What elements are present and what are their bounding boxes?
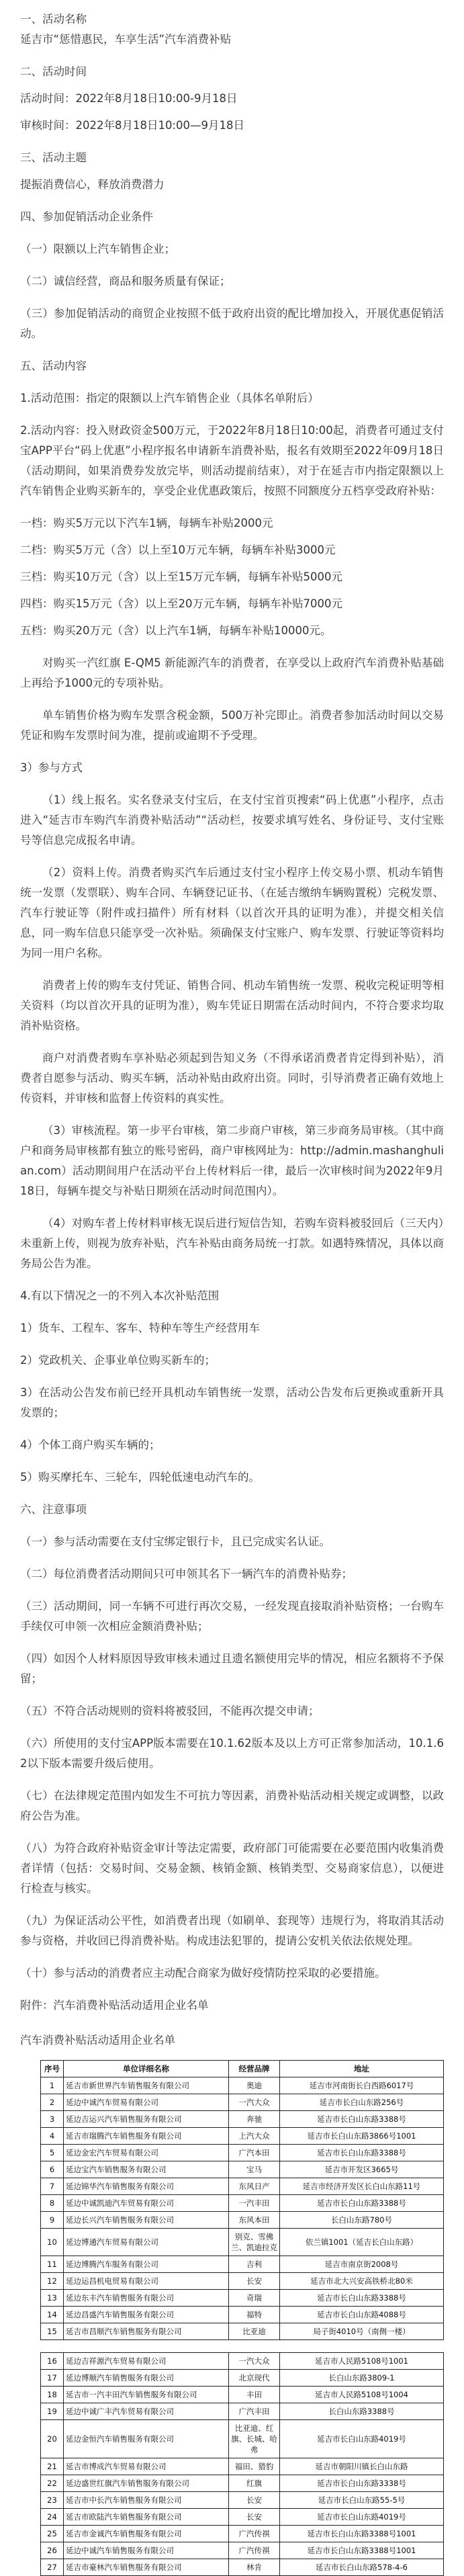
subsidy-tier: 一档：购买5万元以下汽车1辆，每辆车补贴2000元	[20, 517, 273, 529]
dealer-name: 延边吉祥源汽车贸易有限公司	[64, 2353, 229, 2370]
dealer-address: 依兰镇1001（延吉长白山东路）	[280, 2229, 444, 2256]
list-item: （十）参与活动的消费者应主动配合商家为做好疫情防控采取的必要措施。	[20, 1967, 386, 1979]
dealer-brand	[229, 2340, 280, 2353]
table-row	[41, 2475, 444, 2492]
dealer-brand: 奔驰	[229, 2111, 280, 2128]
dealer-address: 长白山东路3809-1	[280, 2370, 444, 2387]
dealer-brand: 奥迪	[229, 2077, 280, 2094]
dealer-brand: 丰田	[229, 2387, 280, 2403]
section-heading: 四、参加促销活动企业条件	[20, 210, 153, 223]
dealer-brand: 别克、雪佛兰、凯迪拉克	[229, 2229, 280, 2256]
list-item: （一）参与活动需要在支付宝绑定银行卡，且已完成实名认证。	[20, 1535, 330, 1548]
table-row	[41, 2094, 444, 2111]
section-heading: 六、注意事项	[20, 1503, 87, 1516]
row-number: 23	[41, 2492, 64, 2509]
dealer-name: 延边金宏汽车贸易有限公司	[64, 2145, 229, 2161]
table-row	[41, 2161, 444, 2178]
dealer-name: 延边中诚凯迪汽车贸易有限公司	[64, 2195, 229, 2212]
dealer-name: 延吉市一汽丰田汽车销售服务有限公司	[64, 2387, 229, 2403]
dealer-name: 延边中诚汽车贸易有限公司	[64, 2094, 229, 2111]
paragraph: （三）参加促销活动的商贸企业按照不低于政府出资的配比增加投入，开展优惠促销活动。	[20, 307, 444, 340]
row-number: 18	[41, 2387, 64, 2403]
row-number: 26	[41, 2542, 64, 2559]
dealer-address: 延吉市朝阳川镇长白山东路	[280, 2458, 444, 2475]
dealer-name: 延吉市新世界汽车销售服务有限公司	[64, 2077, 229, 2094]
table-row	[41, 2273, 444, 2290]
row-number	[41, 2340, 64, 2353]
dealer-brand: 吉利	[229, 2256, 280, 2273]
list-item: （九）为保证活动公平性，如消费者出现（如刷单、套现等）违规行为，将取消其活动参与资格，并收回已得消费补贴。构成违法犯罪的，提请公安机关依法依规处理。	[20, 1914, 444, 1947]
subsidy-tier: 五档：购买20万元（含）以上汽车1辆，每辆车补贴10000元。	[20, 624, 332, 637]
table-row	[41, 2145, 444, 2161]
dealer-address: 延吉市长白山东路3388号	[280, 2290, 444, 2307]
dealer-brand: 一汽大众	[229, 2094, 280, 2111]
list-item: 2）党政机关、企事业单位购买新车的；	[20, 1354, 216, 1367]
paragraph: 提振消费信心，释放消费潜力	[20, 178, 165, 191]
dealer-address: 延吉市开发区3665号	[280, 2161, 444, 2178]
row-number: 13	[41, 2290, 64, 2307]
table-row	[41, 2492, 444, 2509]
row-number: 25	[41, 2526, 64, 2542]
row-number: 16	[41, 2353, 64, 2370]
dealer-name: 延吉市昌顺汽车销售服务有限公司	[64, 2323, 229, 2340]
paragraph: 消费者上传的购车支付凭证、销售合同、机动车销售统一发票、税收完税证明等相关资料（均以首次开具的证明为准），购车凭证日期需在活动时间内，不符合要求均取消补贴资格。	[20, 979, 444, 1032]
dealer-brand: 林肯	[229, 2559, 280, 2576]
dealer-brand: 广汽传祺	[229, 2542, 280, 2559]
table-row	[41, 2128, 444, 2145]
row-number: 27	[41, 2559, 64, 2576]
paragraph: （一）限额以上汽车销售企业；	[20, 243, 175, 255]
dealer-brand: 福特	[229, 2307, 280, 2323]
dealer-address: 延吉市长白山东路3388号	[280, 2111, 444, 2128]
paragraph: 1.活动范围：指定的限额以上汽车销售企业（具体名单附后）	[20, 392, 319, 404]
table-header-cell: 单位详细名称	[64, 2061, 229, 2077]
list-item: （二）每位消费者活动期间只可申领其名下一辆汽车的消费补贴券；	[20, 1568, 353, 1580]
dealer-address: 延吉市河南街长白西路6017号	[280, 2077, 444, 2094]
dealer-name: 延边中诚汽车销售服务有限公司	[64, 2542, 229, 2559]
section-heading: 4.有以下情况之一的不列入本次补贴范围	[20, 1289, 220, 1302]
dealer-name: 延吉市博成汽车贸易有限公司	[64, 2458, 229, 2475]
table-gap-row	[41, 2340, 444, 2353]
row-number: 9	[41, 2212, 64, 2229]
dealer-address: 延吉市长白山东路3388号	[280, 2145, 444, 2161]
paragraph: （3）审核流程。第一步平台审核，第二步商户审核，第三步商务局审核。（其中商户和商务局审核都有独立的账号密码，商户审核网址为：http://admin.mashanghulian.com）活动期间用户在活动平台上传材料后一律，最后一次审核时间为2022年9月18日，每辆车提交与补贴日期须在活动时间范围内）。	[20, 1124, 444, 1197]
table-row	[41, 2542, 444, 2559]
dealer-name: 延边东丰汽车销售服务有限公司	[64, 2290, 229, 2307]
table-header-cell: 经营品牌	[229, 2061, 280, 2077]
table-row	[41, 2178, 444, 2195]
dealer-brand: 长安	[229, 2509, 280, 2526]
table-row	[41, 2212, 444, 2229]
dealer-address: 延吉市长白山东路256号	[280, 2094, 444, 2111]
table-row	[41, 2077, 444, 2094]
dealer-name: 延边长兴汽车销售服务有限公司	[64, 2212, 229, 2229]
list-item: （三）活动期间，同一车辆不可进行再次交易，一经发现直接取消补贴资格；一台购车手续仅可申领一次相应金额消费补贴；	[20, 1600, 444, 1633]
dealer-address: 延吉市长白山东路3388号	[280, 2195, 444, 2212]
list-item: 5）购买摩托车、三轮车，四轮低速电动汽车的。	[20, 1471, 260, 1484]
row-number: 10	[41, 2229, 64, 2256]
dealer-address: 局子街4010号（南侧一楼）	[280, 2323, 444, 2340]
dealer-address: 延吉市经济开发区长白山东路11号	[280, 2178, 444, 2195]
dealer-brand: 比亚迪、红旗、长城、哈弗	[229, 2420, 280, 2458]
table-row	[41, 2526, 444, 2542]
dealer-address: 延吉市南京街2008号	[280, 2256, 444, 2273]
dealer-address: 延吉市长白山东路3338号	[280, 2475, 444, 2492]
list-item: 4）个体工商户购买车辆的；	[20, 1439, 160, 1451]
dealer-brand: 东风本田	[229, 2212, 280, 2229]
dealer-brand: 比亚迪	[229, 2323, 280, 2340]
section-heading: 二、活动时间	[20, 65, 87, 78]
paragraph: 活动时间：2022年8月18日10:00-9月18日	[20, 92, 238, 105]
dealer-name: 延吉市豪林汽车销售服务有限公司	[64, 2559, 229, 2576]
row-number: 14	[41, 2307, 64, 2323]
row-number: 2	[41, 2094, 64, 2111]
table-row	[41, 2353, 444, 2370]
dealer-address: 长白山东路780号	[280, 2212, 444, 2229]
paragraph: （4）对购车者上传材料审核无误后进行短信告知，若购车资料被驳回后（三天内）未重新上传，则视为放弃补贴，汽车补贴由商务局统一打款。如遇特殊情况，具体以商务局公告为准。	[20, 1217, 444, 1270]
dealer-address: 延吉市长白山东路578-4-6	[280, 2559, 444, 2576]
dealer-name: 延吉市瑞腾汽车销售服务有限公司	[64, 2128, 229, 2145]
row-number: 19	[41, 2403, 64, 2420]
dealer-address: 延吉市长白山东路3866号1001	[280, 2128, 444, 2145]
table-row	[41, 2307, 444, 2323]
paragraph: 单车销售价格为购车发票含税金额，500万补完即止。消费者参加活动时间以交易凭证和购车发票时间为准，提前或逾期不予受理。	[20, 709, 444, 742]
paragraph: 商户对消费者购车享补贴必须起到告知义务（不得承诺消费者肯定得到补贴），消费者自愿参与活动、购买车辆，活动补贴由政府出资。同时，引导消费者正确有效地上传资料，并审核和监督上传资料的真实性。	[20, 1051, 444, 1105]
list-item: （六）所使用的支付宝APP版本需要在10.1.62版本及以上方可正常参加活动，10.1.62以下版本需要升级后使用。	[20, 1737, 444, 1770]
paragraph: （二）诚信经营，商品和服务质量有保证；	[20, 275, 231, 288]
row-number: 1	[41, 2077, 64, 2094]
table-row	[41, 2323, 444, 2340]
table-row	[41, 2403, 444, 2420]
row-number: 5	[41, 2145, 64, 2161]
table-row	[41, 2195, 444, 2212]
paragraph: 对购买一汽红旗 E-QM5 新能源汽车的消费者，在享受以上政府汽车消费补贴基础上再给予1000元的专项补贴。	[20, 656, 444, 689]
row-number: 3	[41, 2111, 64, 2128]
section-heading: 三、活动主题	[20, 151, 87, 164]
table-header-cell: 地址	[280, 2061, 444, 2077]
table-header-row	[41, 2061, 444, 2077]
list-item: （八）为符合政府补贴资金审计等法定需要，政府部门可能需要在必要范围内收集消费者详情（包括：交易时间、交易金额、核销金额、核销类型、交易商家信息），以便进行检查与核实。	[20, 1842, 444, 1895]
dealer-address: 长白山东路3388号	[280, 2403, 444, 2420]
dealer-address: 延吉市北大兴安高铁桥北80米	[280, 2273, 444, 2290]
row-number: 17	[41, 2370, 64, 2387]
dealer-address: 延吉市长白山东路4088号	[280, 2307, 444, 2323]
attachment-note: 附件：汽车消费补贴活动适用企业名单	[20, 1999, 209, 2012]
subsidy-tier: 四档：购买15万元（含）以上至20万元车辆，每辆车补贴7000元	[20, 597, 342, 610]
dealer-brand: 上汽大众	[229, 2128, 280, 2145]
row-number: 12	[41, 2273, 64, 2290]
dealer-address: 延吉市人民路5108号1004	[280, 2387, 444, 2403]
row-number: 24	[41, 2509, 64, 2526]
table-row	[41, 2256, 444, 2273]
dealer-address: 延吉市长白山东路4019号	[280, 2509, 444, 2526]
subsidy-tier: 二档：购买5万元（含）以上至10万元车辆，每辆车补贴3000元	[20, 544, 336, 556]
dealer-name: 延边博顺汽车销售服务有限公司	[64, 2370, 229, 2387]
dealer-brand: 奇瑞	[229, 2290, 280, 2307]
dealer-name: 延边中诚广丰汽车贸易有限公司	[64, 2403, 229, 2420]
paragraph: （2）资料上传。消费者购买汽车后通过支付宝小程序上传交易小票、机动车销售统一发票（发票联）、购车合同、车辆登记证书、（在延吉缴纳车辆购置税）完税发票、汽车行驶证等（附件或扫描件）所有材料（以首次开具的证明为准），并提交相关信息，同一购车信息只能享受一次补贴。须确保支付宝账户、购车发票、行驶证等资料均为同一用户名称。	[20, 866, 444, 959]
dealer-name: 延边博通汽车贸易有限公司	[64, 2229, 229, 2256]
dealer-name: 延边宝汽车销售服务有限公司	[64, 2161, 229, 2178]
dealer-brand: 红旗	[229, 2475, 280, 2492]
row-number: 7	[41, 2178, 64, 2195]
table-row	[41, 2458, 444, 2475]
row-number: 15	[41, 2323, 64, 2340]
dealer-brand: 一汽丰田	[229, 2195, 280, 2212]
list-item: （七）在法律规定范围内如发生不可抗力等因素，消费补贴活动相关规定或调整，以政府公告为准。	[20, 1789, 444, 1822]
subsidy-tier: 三档：购买10万元（含）以上至15万元车辆，每辆车补贴5000元	[20, 570, 342, 583]
dealer-address: 延吉市长白山东路55-5号	[280, 2492, 444, 2509]
table-title: 汽车消费补贴活动适用企业名单	[20, 2034, 175, 2047]
dealer-name: 延吉市中长汽车销售服务有限公司	[64, 2492, 229, 2509]
list-item: 1）货车、工程车、客车、特种车等生产经营用车	[20, 1322, 260, 1334]
row-number: 11	[41, 2256, 64, 2273]
dealer-name: 延边昌盛汽车销售服务有限公司	[64, 2307, 229, 2323]
dealer-brand: 长安	[229, 2492, 280, 2509]
dealer-name: 延边博腾汽车服务有限公司	[64, 2256, 229, 2273]
table-row	[41, 2387, 444, 2403]
section-heading: 一、活动名称	[20, 13, 87, 26]
table-row	[41, 2370, 444, 2387]
row-number: 6	[41, 2161, 64, 2178]
list-item: （四）如因个人材料原因导致审核未通过且遗名额使用完毕的情况，相应名额将不予保留；	[20, 1652, 444, 1685]
paragraph: 延吉市“惩惜惠民，车享生活”汽车消费补贴	[20, 33, 232, 46]
dealer-brand: 北京现代	[229, 2370, 280, 2387]
row-number: 20	[41, 2420, 64, 2458]
row-number: 8	[41, 2195, 64, 2212]
dealer-brand: 宝马	[229, 2161, 280, 2178]
paragraph: 2.活动内容：投入财政资金500万元，于2022年8月18日10:00起，消费者可通过支付宝APP平台“码上优惠”小程序报名申请新车消费补贴，报名有效期至2022年09月18日（活动期间，如果消费券发放完毕，则活动提前结束），对于在延吉市内指定限额以上汽车销售企业购买新车的，享受企业优惠政策后，按照不同额度分五档享受政府补贴：	[20, 424, 444, 497]
row-number: 21	[41, 2458, 64, 2475]
paragraph: （1）线上报名。实名登录支付宝后，在支付宝首页搜索“码上优惠”小程序，点击进入“延吉市车购汽车消费补贴活动”“活动栏，按要求填写姓名、身份证号、支付宝账号等信息完成报名申请。	[20, 793, 444, 847]
dealer-brand: 长安	[229, 2273, 280, 2290]
dealer-name: 延边金恒汽车销售服务有限公司	[64, 2420, 229, 2458]
dealer-name: 延吉市金诚汽车销售服务有限公司	[64, 2526, 229, 2542]
paragraph: 审核时间：2022年8月18日10:00—9月18日	[20, 119, 245, 132]
list-item: 3）在活动公告发布前已经开具机动车销售统一发票，活动公告发布后更换或重新开具发票的；	[20, 1386, 444, 1419]
dealer-address: 延吉市长白山东路4019号	[280, 2420, 444, 2458]
dealer-table	[40, 2060, 444, 2576]
dealer-brand: 东风日产	[229, 2178, 280, 2195]
table-row	[41, 2290, 444, 2307]
row-number: 22	[41, 2475, 64, 2492]
dealer-brand: 福田、猎豹	[229, 2458, 280, 2475]
dealer-address: 延吉市长白山东路3388号1001	[280, 2526, 444, 2542]
row-number: 4	[41, 2128, 64, 2145]
section-heading: 3）参与方式	[20, 761, 83, 774]
dealer-brand: 一汽大众	[229, 2353, 280, 2370]
dealer-name: 延边锦华汽车销售服务有限公司	[64, 2178, 229, 2195]
dealer-address	[280, 2340, 444, 2353]
dealer-brand: 广汽传祺	[229, 2526, 280, 2542]
dealer-name: 延边吉运兴汽车销售服务有限公司	[64, 2111, 229, 2128]
dealer-brand: 广汽本田	[229, 2145, 280, 2161]
table-row	[41, 2420, 444, 2458]
dealer-address: 延吉市长白山东路3388号1001	[280, 2542, 444, 2559]
dealer-brand: 广汽丰田	[229, 2403, 280, 2420]
section-heading: 五、活动内容	[20, 359, 87, 372]
table-header-cell: 序号	[41, 2061, 64, 2077]
list-item: （五）不符合活动规则的资料将被驳回，不能再次提交申请；	[20, 1705, 320, 1717]
table-row	[41, 2111, 444, 2128]
dealer-name	[64, 2340, 229, 2353]
table-row	[41, 2229, 444, 2256]
dealer-name: 延吉市欧陆汽车销售服务有限公司	[64, 2509, 229, 2526]
dealer-address: 延吉市人民路5108号1001	[280, 2353, 444, 2370]
table-row	[41, 2509, 444, 2526]
dealer-name: 延边运昌机电贸易有限公司	[64, 2273, 229, 2290]
dealer-name: 延边盛世红旗汽车销售服务有限公司	[64, 2475, 229, 2492]
table-row	[41, 2559, 444, 2576]
